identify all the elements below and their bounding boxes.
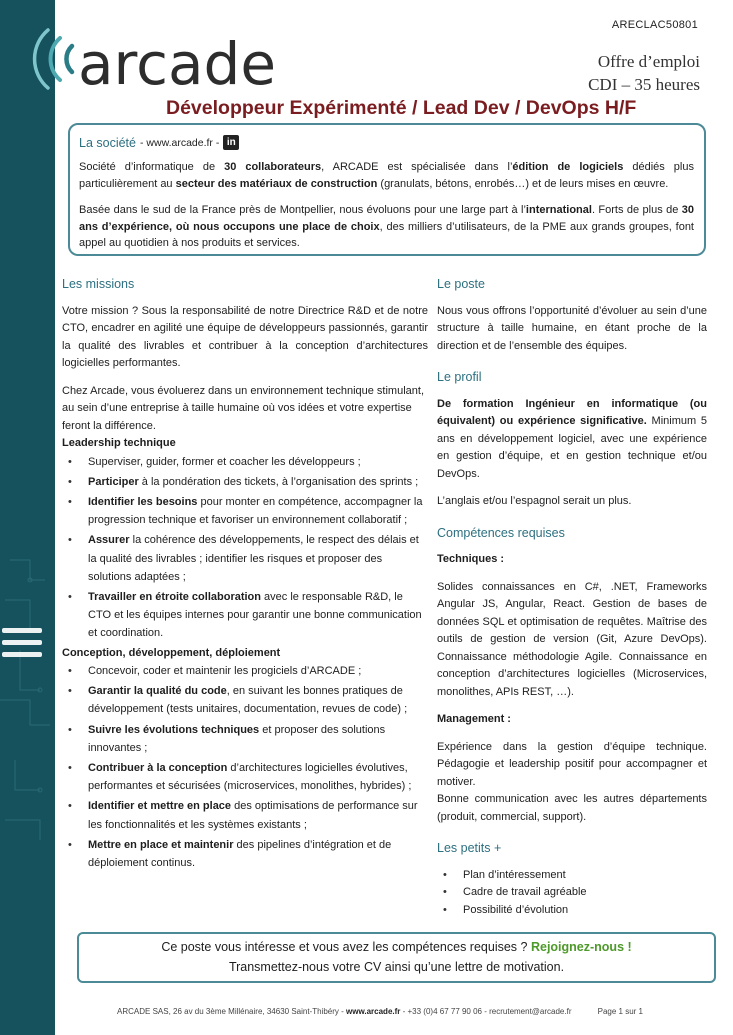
list-item: • Plan d’intéressement [437,867,707,885]
sidebar-band [0,0,55,1035]
list-item: • Mettre en place et maintenir des pipelines d’intégration et de déploiement continus. [62,836,428,872]
arcade-logo [18,18,303,98]
list-item: • Superviser, guider, former et coacher les développeurs ; [62,453,428,471]
management-text-2: Bonne communication avec les autres départements (produit, commercial, support). [437,793,707,823]
join-us-link[interactable]: Rejoignez-nous ! [530,940,632,954]
tech-title: Techniques : [437,553,505,565]
page-title: Développeur Expérimenté / Lead Dev / DevOps H/F [166,97,637,119]
profil-languages: L’anglais et/ou l’espagnol serait un plus. [437,495,632,507]
leadership-list [62,453,428,643]
list-item: • Suivre les évolutions techniques et proposer des solutions innovantes ; [62,721,428,757]
footer-contact: ARCADE SAS, 26 av du 3ème Millénaire, 34630 Saint-Thibéry - www.arcade.fr - +33 (0)4 67 77 90 06 - recrutement@arcade.fr [117,1007,572,1016]
company-header [79,135,694,150]
apply-box [77,932,716,983]
svg-text:arcade: arcade [78,30,277,98]
poste-text: Nous vous offrons l’opportunité d’évoluer au sein d’une structure à taille humaine, en étant proche de la direction et de l’ensemble des équipes. [437,304,707,352]
list-item: • Concevoir, coder et maintenir les progiciels d’ARCADE ; [62,662,428,680]
company-website-link[interactable]: - www.arcade.fr - [139,136,220,149]
offer-line-1: Offre d’emploi [597,52,700,71]
profil-title: Le profil [437,370,482,384]
missions-column [62,276,428,874]
conception-list [62,662,428,872]
offer-type [588,50,700,96]
profil-text: De formation Ingénieur en informatique (ou équivalent) ou expérience significative. Minimum 5 ans en développement logiciel, avec une expérience en gestion d’équipe, et en gestion technique et/ou DevOps. [437,397,707,480]
perks-list [437,867,707,920]
list-item: • Participer à la pondération des tickets, à l’organisation des sprints ; [62,473,428,491]
footer-website-link[interactable]: www.arcade.fr [346,1007,401,1016]
management-text-1: Expérience dans la gestion d’équipe technique. Pédagogie et leadership positif pour accompagner et motiver. [437,740,707,788]
company-paragraph-1: Société d’informatique de 30 collaborateurs, ARCADE est spécialisée dans l’édition de logiciels dédiés plus particulièrement au secteur des matériaux de construction (granulats, bétons, enrobés…) et de leurs mises en œuvre. [79,161,694,190]
list-item: • Contribuer à la conception d’architectures logicielles évolutives, performantes et sécurisées (microservices, monolithes, hybrides) ; [62,759,428,795]
list-item: • Identifier les besoins pour monter en compétence, accompagner la progression technique et favoriser un environnement collaboratif ; [62,493,428,529]
list-item: • Possibilité d’évolution [437,902,707,920]
apply-line-1: Ce poste vous intéresse et vous avez les compétences requises ? Rejoignez-nous ! [161,940,632,954]
company-paragraph-2: Basée dans le sud de la France près de Montpellier, nous évoluons pour une large part à l’international. Forts de plus de 30 ans d’expérience, où nous occupons une place de choix, des milliers d’utilisateurs, de la PME aux grands groupes, font appel au quotidien à nos produits et services. [79,204,695,249]
page-number: Page 1 sur 1 [597,1007,643,1016]
sidebar-decoration [0,0,55,1035]
company-title: La société [79,135,136,150]
missions-title: Les missions [62,277,135,291]
management-title: Management : [437,713,511,725]
job-reference: ARECLAC50801 [611,19,698,31]
poste-title: Le poste [437,277,485,291]
linkedin-icon[interactable]: in [223,135,239,150]
company-box [68,123,706,256]
list-item: • Identifier et mettre en place des optimisations de performance sur les fonctionnalités et les systèmes existants ; [62,797,428,833]
leadership-title: Leadership technique [62,437,176,449]
missions-intro-2: Chez Arcade, vous évoluerez dans un environnement technique stimulant, au sein d’une entreprise à taille humaine où vos idées et votre expertise feront la différence. [62,384,424,432]
details-column [437,276,707,919]
list-item: • Cadre de travail agréable [437,884,707,902]
tech-text: Solides connaissances en C#, .NET, Frameworks Angular JS, Angular, React. Gestion de bases de données SQL et optimisation de requêtes. Maîtrise des outils de gestion de version (Git, Azure DevOps). Connaissance méthodologie Agile. Connaissance en conception d’architectures logicielles (Microservices, monolithes, APIs REST, …). [437,580,707,698]
list-item: • Travailler en étroite collaboration avec le responsable R&D, le CTO et les équipes internes pour garantir une bonne communication et coordination. [62,588,428,643]
conception-title: Conception, développement, déploiement [62,646,281,659]
offer-line-2: CDI – 35 heures [588,75,700,94]
apply-line-2: Transmettez-nous votre CV ainsi qu’une lettre de motivation. [228,960,565,974]
list-item: • Assurer la cohérence des développements, le respect des délais et la qualité des livrables ; identifier les risques et proposer des solutions adaptées ; [62,531,428,586]
list-item: • Garantir la qualité du code, en suivant les bonnes pratiques de développement (tests unitaires, documentation, revues de code) ; [62,682,428,718]
missions-intro: Votre mission ? Sous la responsabilité de notre Directrice R&D et de notre CTO, encadrer en agilité une équipe de développeurs passionnés, garantir la qualité des livrables et contribuer à la conception d’architectures logicielles performantes. [62,304,428,369]
petits-title: Les petits + [437,841,502,855]
competences-title: Compétences requises [437,525,565,540]
